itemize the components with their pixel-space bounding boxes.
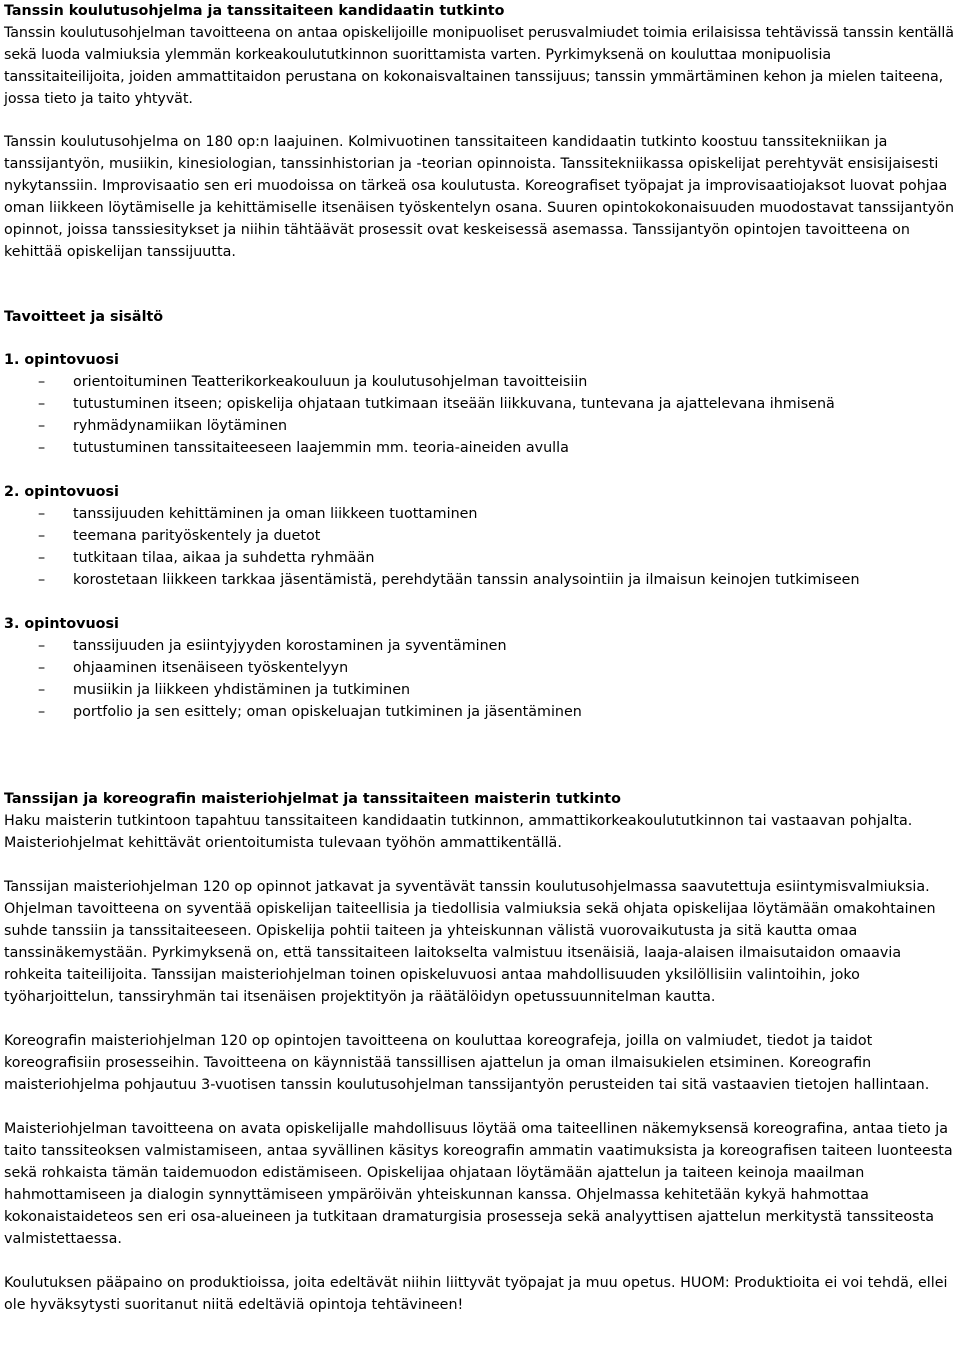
year-1-title: 1. opintovuosi (4, 352, 119, 368)
list-item-text: musiikin ja liikkeen yhdistäminen ja tutkiminen (73, 682, 411, 698)
dash-bullet: – (38, 704, 46, 720)
master-section (4, 788, 956, 1316)
list-item-text: ohjaaminen itsenäiseen työskentelyyn (73, 660, 349, 676)
list-item-text: tanssijuuden ja esiintyjyyden korostaminen ja syventäminen (73, 638, 507, 654)
year-3-title: 3. opintovuosi (4, 616, 119, 632)
list-item (4, 503, 956, 525)
year-3 (4, 613, 956, 723)
list-item (4, 701, 956, 723)
list-item (4, 415, 956, 437)
list-item-text: tutustuminen itseen; opiskelija ohjataan tutkimaan itseään liikkuvana, tuntevana ja ajattelevana ihmisenä (73, 396, 835, 412)
dash-bullet: – (38, 638, 46, 654)
master-paragraph-2: Tanssijan maisteriohjelman 120 op opinnot jatkavat ja syventävät tanssin koulutusohjelmassa saavutettuja esiintymisvalmiuksia. Ohjelman tavoitteena on syventää opiskelijan taiteellisia ja tiedollisia valmiuksia sekä ohjata opiskelijaa löytämään omakohtainen suhde tanssiin ja tanssitaiteeseen. Opiskelija pohtii taiteen ja yhteiskunnan välistä vuorovaikutusta ja sitä kautta omaa tanssinäkemystään. Pyrkimyksenä on, että tanssitaiteen laitokselta valmistuu itsenäisiä, laaja-alaisen ilmaisutaidon omaavia rohkeita taiteilijoita. Tanssijan maisteriohjelman toinen opiskeluvuosi antaa mahdollisuuden yksilöllisiin valintoihin, joko työharjoittelun, tanssiryhmän tai itsenäisen projektityön ja räätälöidyn opetussuunnitelman kautta. (4, 879, 936, 1005)
master-paragraph-1: Haku maisterin tutkintoon tapahtuu tanssitaiteen kandidaatin tutkinnon, ammattikorkeakoulututkinnon tai vastaavan pohjalta. Maisteriohjelmat kehittävät orientoitumista tulevaan työhön ammattikentällä. (4, 813, 913, 851)
dash-bullet: – (38, 506, 46, 522)
goals-title: Tavoitteet ja sisältö (4, 309, 164, 325)
master-title: Tanssijan ja koreografin maisteriohjelmat ja tanssitaiteen maisterin tutkinto (4, 791, 621, 807)
list-item (4, 547, 956, 569)
dash-bullet: – (38, 682, 46, 698)
master-paragraph-3: Koreografin maisteriohjelman 120 op opintojen tavoitteena on kouluttaa koreografeja, joilla on valmiudet, tiedot ja taidot koreografisiin prosesseihin. Tavoitteena on käynnistää tanssillisen ajattelun ja oman ilmaisukielen etsiminen. Koreografin maisteriohjelma pohjautuu 3-vuotisen tanssin koulutusohjelman tanssijantyön perusteiden tai sitä vastaavien tietojen hallintaan. (4, 1033, 930, 1093)
dash-bullet: – (38, 396, 46, 412)
list-item (4, 635, 956, 657)
bachelor-scope: Tanssin koulutusohjelma on 180 op:n laajuinen. Kolmivuotinen tanssitaiteen kandidaatin tutkinto koostuu tanssitekniikan ja tanssijantyön, musiikin, kinesiologian, tanssinhistorian ja -teorian opinnoista. Tanssitekniikassa opiskelijat perehtyvät ensisijaisesti nykytanssiin. Improvisaatio sen eri muodoissa on tärkeä osa koulutusta. Koreografiset työpajat ja improvisaatiojaksot luovat pohjaa oman liikkeen löytämiselle ja kehittämiselle itsenäisen työskentelyn osana. Suuren opintokokonaisuuden muodostavat tanssijantyön opinnot, joissa tanssiesitykset ja niihin tähtäävät prosessit ovat keskeisessä asemassa. Tanssijantyön opintojen tavoitteena on kehittää opiskelijan tanssijuutta. (4, 134, 955, 260)
list-item-text: tutustuminen tanssitaiteeseen laajemmin mm. teoria-aineiden avulla (73, 440, 569, 456)
bachelor-title: Tanssin koulutusohjelma ja tanssitaiteen kandidaatin tutkinto (4, 3, 505, 19)
document-page (4, 0, 956, 1316)
year-3-list (4, 635, 956, 723)
master-paragraph-4: Maisteriohjelman tavoitteena on avata opiskelijalle mahdollisuus löytää oma taiteellinen näkemyksensä koreografina, antaa tieto ja taito tanssiteoksen valmistamiseen, antaa syvällinen käsitys koreografin ammatin vaatimuksista ja koreografisen taiteen luonteesta sekä rohkaista tämän taidemuodon edistämiseen. Opiskelijaa ohjataan löytämään ajattelun ja taiteen keinoja maailman hahmottamiseen ja dialogin synnyttämiseen ympäröivän yhteiskunnan kanssa. Ohjelmassa kehitetään kykyä hahmottaa kokonaistaideteos sen eri osa-alueineen ja tutkitaan dramaturgisia prosesseja sekä analyyttisen ajattelun merkitystä tanssiteosta valmistettaessa. (4, 1121, 953, 1247)
list-item (4, 569, 956, 591)
dash-bullet: – (38, 374, 46, 390)
list-item (4, 679, 956, 701)
dash-bullet: – (38, 418, 46, 434)
year-1-list (4, 371, 956, 459)
bachelor-section (4, 0, 956, 263)
bachelor-intro: Tanssin koulutusohjelman tavoitteena on antaa opiskelijoille monipuoliset perusvalmiudet toimia erilaisissa tehtävissä tanssin kentällä sekä luoda valmiuksia ylemmän korkeakoulututkinnon suorittamista varten. Pyrkimyksenä on kouluttaa monipuolisia tanssitaiteilijoita, joiden ammattitaidon perustana on kokonaisvaltainen tanssijuus; tanssin ymmärtäminen kehon ja mielen taiteena, jossa tieto ja taito yhtyvät. (4, 25, 954, 107)
list-item (4, 657, 956, 679)
list-item-text: portfolio ja sen esittely; oman opiskeluajan tutkiminen ja jäsentäminen (73, 704, 582, 720)
list-item-text: orientoituminen Teatterikorkeakouluun ja koulutusohjelman tavoitteisiin (73, 374, 588, 390)
list-item (4, 371, 956, 393)
list-item (4, 437, 956, 459)
list-item-text: ryhmädynamiikan löytäminen (73, 418, 288, 434)
dash-bullet: – (38, 550, 46, 566)
year-2-title: 2. opintovuosi (4, 484, 119, 500)
year-1 (4, 349, 956, 459)
list-item (4, 525, 956, 547)
list-item-text: tanssijuuden kehittäminen ja oman liikkeen tuottaminen (73, 506, 478, 522)
list-item-text: korostetaan liikkeen tarkkaa jäsentämistä, perehdytään tanssin analysointiin ja ilmaisun keinojen tutkimiseen (73, 572, 860, 588)
dash-bullet: – (38, 660, 46, 676)
year-2-list (4, 503, 956, 591)
dash-bullet: – (38, 440, 46, 456)
list-item-text: teemana parityöskentely ja duetot (73, 528, 321, 544)
dash-bullet: – (38, 528, 46, 544)
list-item (4, 393, 956, 415)
list-item-text: tutkitaan tilaa, aikaa ja suhdetta ryhmään (73, 550, 375, 566)
goals-section (4, 306, 956, 723)
year-2 (4, 481, 956, 591)
master-paragraph-5: Koulutuksen pääpaino on produktioissa, joita edeltävät niihin liittyvät työpajat ja muu opetus. HUOM: Produktioita ei voi tehdä, ellei ole hyväksytysti suoritanut niitä edeltäviä opintoja tehtävineen! (4, 1275, 948, 1313)
dash-bullet: – (38, 572, 46, 588)
